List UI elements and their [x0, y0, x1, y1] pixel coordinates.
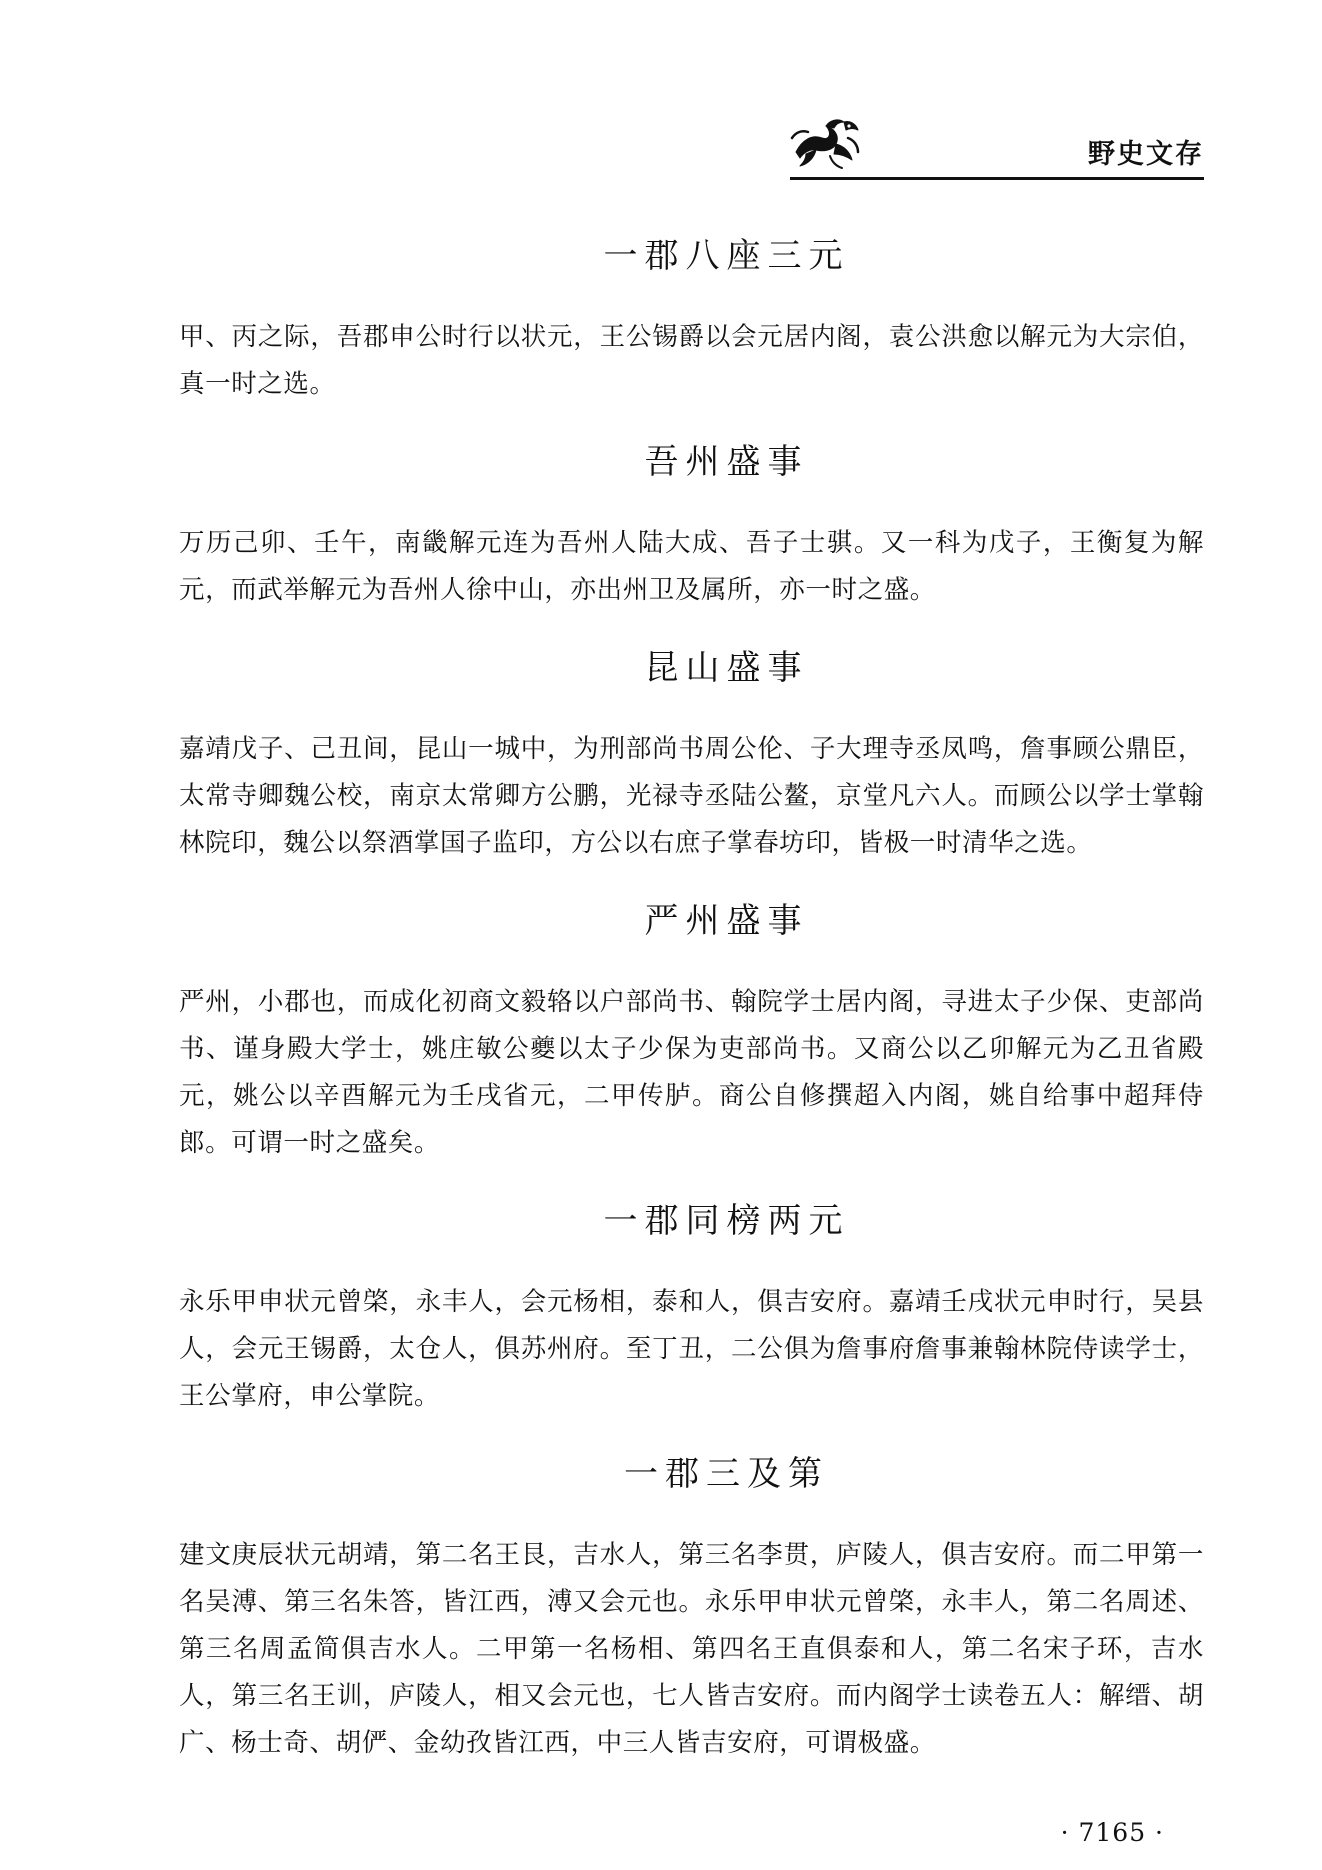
- dragon-logo-icon: [786, 108, 866, 174]
- section-yijun-bazuo-sanyuan: [179, 226, 1204, 408]
- section-yanzhou-shengshi: [179, 891, 1204, 1167]
- section-paragraph: 建文庚辰状元胡靖，第二名王艮，吉水人，第三名李贯，庐陵人，俱吉安府。而二甲第一名吴溥、第三名朱答，皆江西，溥又会元也。永乐甲申状元曾棨，永丰人，第二名周述、第三名周孟简俱吉水人。二甲第一名杨相、第四名王直俱泰和人，第二名宋子环，吉水人，第三名王训，庐陵人，相又会元也，七人皆吉安府。而内阁学士读卷五人：解缙、胡广、杨士奇、胡俨、金幼孜皆江西，中三人皆吉安府，可谓极盛。: [179, 1540, 1204, 1758]
- section-paragraph: 甲、丙之际，吾郡申公时行以状元，王公锡爵以会元居内阁，袁公洪愈以解元为大宗伯，真一时之选。: [179, 322, 1204, 399]
- header-rule: [790, 177, 1204, 180]
- section-kunshan-shengshi: [179, 638, 1204, 867]
- section-paragraph: 万历己卯、壬午，南畿解元连为吾州人陆大成、吾子士骐。又一科为戊子，王衡复为解元，而武举解元为吾州人徐中山，亦出州卫及属所，亦一时之盛。: [179, 528, 1204, 605]
- page-number: · 7165 ·: [1060, 1818, 1164, 1847]
- section-title: 一郡三及第: [624, 1454, 829, 1494]
- section-title: 吾州盛事: [644, 442, 809, 482]
- section-title: 严州盛事: [644, 901, 809, 941]
- section-title: 一郡八座三元: [603, 236, 850, 276]
- section-paragraph: 嘉靖戊子、己丑间，昆山一城中，为刑部尚书周公伦、子大理寺丞凤鸣，詹事顾公鼎臣，太常寺卿魏公校，南京太常卿方公鹏，光禄寺丞陆公鳌，京堂凡六人。而顾公以学士掌翰林院印，魏公以祭酒掌国子监印，方公以右庶子掌春坊印，皆极一时清华之选。: [179, 734, 1204, 858]
- section-title: 昆山盛事: [644, 648, 809, 688]
- section-title: 一郡同榜两元: [603, 1201, 850, 1241]
- header-title: 野史文存: [1088, 139, 1204, 170]
- section-wuzhou-shengshi: [179, 432, 1204, 614]
- section-yijun-san-jidi: [179, 1444, 1204, 1767]
- section-paragraph: 严州，小郡也，而成化初商文毅辂以户部尚书、翰院学士居内阁，寻进太子少保、吏部尚书、谨身殿大学士，姚庄敏公夔以太子少保为吏部尚书。又商公以乙卯解元为乙丑省殿元，姚公以辛酉解元为壬戌省元，二甲传胪。商公自修撰超入内阁，姚自给事中超拜侍郎。可谓一时之盛矣。: [179, 987, 1204, 1158]
- section-yijun-tongbang-liangyuan: [179, 1191, 1204, 1420]
- section-paragraph: 永乐甲申状元曾棨，永丰人，会元杨相，泰和人，俱吉安府。嘉靖壬戌状元申时行，吴县人，会元王锡爵，太仓人，俱苏州府。至丁丑，二公俱为詹事府詹事兼翰林院侍读学士，王公掌府，申公掌院。: [179, 1287, 1204, 1411]
- main-content: [179, 226, 1204, 1791]
